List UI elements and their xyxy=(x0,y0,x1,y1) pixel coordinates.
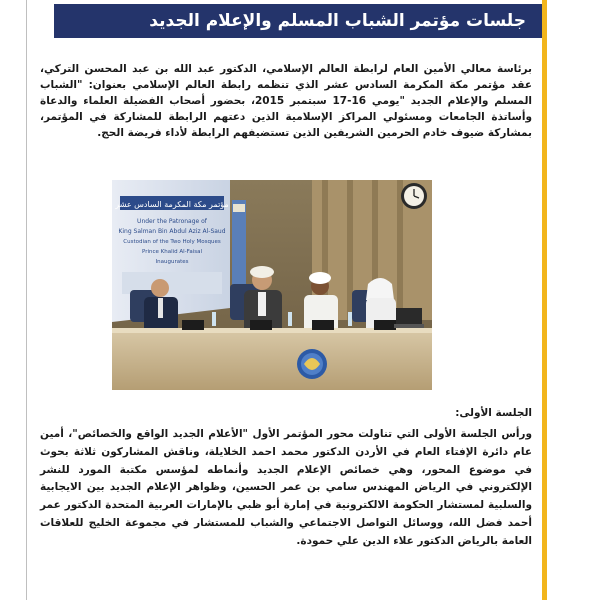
page-title: جلسات مؤتمر الشباب المسلم والإعلام الجديد xyxy=(149,11,526,31)
conference-photo xyxy=(112,180,432,390)
right-margin xyxy=(547,0,601,600)
svg-text:مؤتمر مكة المكرمة السادس عشر: مؤتمر مكة المكرمة السادس عشر xyxy=(115,200,229,209)
svg-text:King Salman Bin Abdul Aziz Al-: King Salman Bin Abdul Aziz Al-Saud xyxy=(118,228,226,235)
article-body xyxy=(40,62,532,142)
intro-paragraph: برئاسة معالي الأمين العام لرابطة العالم الإسلامي، الدكتور عبد الله بن عبد المحسن التركي، عقد مؤتمر مكة المكرمة السادس عشر الذي تنظمه رابطة العالم الإسلامي بعنوان: "الشباب المسلم والإعلام الجديد "يومي 16-17 سبتمبر 2015، بحضور أصحاب الفضيلة العلماء والدعاة وأساتذة الجامعات ومسئولي المراكز الإسلامية الذين دعتهم الرابطة للمشاركة في المؤتمر، بمشاركة ضيوف خادم الحرمين الشريفين الذين تستضيفهم الرابطة لأداء فريضة الحج. xyxy=(40,63,532,139)
left-rule xyxy=(26,0,27,600)
svg-text:Inaugurates: Inaugurates xyxy=(155,259,189,265)
svg-text:Prince Khalid Al-Faisal: Prince Khalid Al-Faisal xyxy=(141,249,203,255)
header-banner xyxy=(54,4,542,38)
session-paragraph: ورأس الجلسة الأولى التي تناولت محور المؤتمر الأول "الأعلام الجديد الواقع والخصائص"، أمين عام دائرة الإفتاء العام في الأردن الدكتور محمد احمد الخلايلة، وناقش المشاركون ثلاثة بحوث في موضوع المحور، وهي خصائص الإعلام الجديد وأنماطه لمؤسس مكتبة المورد للنشر الإلكتروني في الرياض المهندس سامي بن عمر الحسين، وظواهر الإعلام الجديد بين الايجابية والسلبية لمستشار الحكومة الالكترونية في إمارة أبو ظبي بالإمارات العربية المتحدة الدكتور عمر أحمد فضل الله، ووسائل التواصل الاجتماعي والشباب للمستشار في مجموعة الخليج للعلاقات العامة بالرياض الدكتور علاء الدين علي حمودة. xyxy=(40,428,532,547)
section-heading: الجلسة الأولى: xyxy=(455,407,532,419)
svg-text:Under the Patronage of: Under the Patronage of xyxy=(137,218,207,225)
svg-text:Custodian of the Two Holy Mosq: Custodian of the Two Holy Mosques xyxy=(123,239,221,245)
